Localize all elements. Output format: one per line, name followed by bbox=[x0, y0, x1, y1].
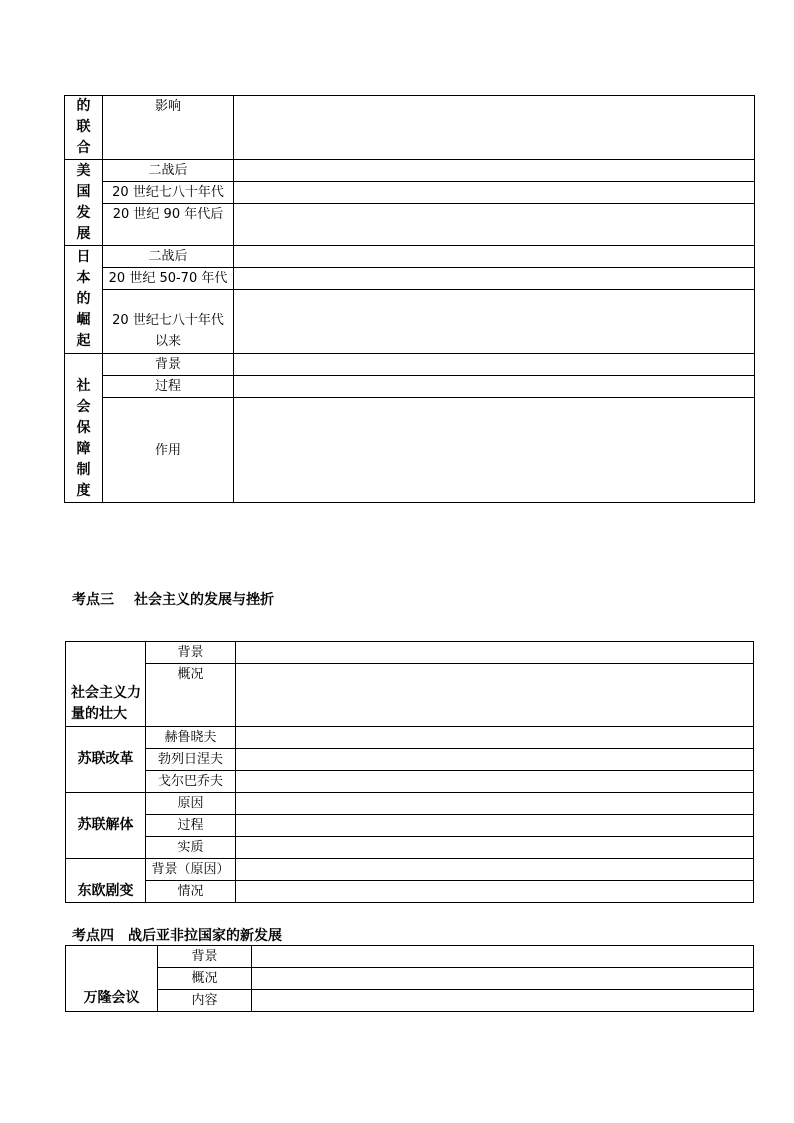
row-label: 原因 bbox=[146, 793, 236, 815]
group-title-eastern-europe: 东欧剧变 bbox=[66, 859, 146, 903]
group-title-soviet-reform: 苏联改革 bbox=[66, 727, 146, 793]
table-row bbox=[66, 990, 754, 1012]
table-postwar-capitalism bbox=[64, 95, 755, 503]
row-label: 过程 bbox=[146, 815, 236, 837]
table-row bbox=[65, 160, 755, 182]
answer-cell[interactable] bbox=[236, 859, 754, 881]
row-label: 20 世纪 90 年代后 bbox=[103, 204, 234, 246]
group-title-soviet-collapse: 苏联解体 bbox=[66, 793, 146, 859]
row-label: 20 世纪七八十年代 bbox=[103, 182, 234, 204]
row-label: 背景 bbox=[158, 946, 252, 968]
row-label: 戈尔巴乔夫 bbox=[146, 771, 236, 793]
group-title-bandung: 万隆会议 bbox=[66, 946, 158, 1012]
group-title-social-security: 社 会 保 障 制 度 bbox=[65, 354, 103, 503]
table-row bbox=[66, 771, 754, 793]
table-row bbox=[66, 664, 754, 727]
answer-cell[interactable] bbox=[252, 946, 754, 968]
table-row bbox=[66, 881, 754, 903]
row-label: 背景（原因） bbox=[146, 859, 236, 881]
answer-cell[interactable] bbox=[236, 837, 754, 859]
table-row bbox=[66, 859, 754, 881]
section-heading-3: 考点三 社会主义的发展与挫折 bbox=[72, 592, 274, 608]
table-row bbox=[66, 837, 754, 859]
row-label: 概况 bbox=[146, 664, 236, 727]
row-label: 过程 bbox=[103, 376, 234, 398]
answer-cell[interactable] bbox=[236, 771, 754, 793]
row-label: 赫鲁晓夫 bbox=[146, 727, 236, 749]
table-row bbox=[65, 182, 755, 204]
group-title-us-development: 美 国 发 展 bbox=[65, 160, 103, 246]
group-title-union: 的 联 合 bbox=[65, 96, 103, 160]
row-label: 内容 bbox=[158, 990, 252, 1012]
table-row bbox=[66, 968, 754, 990]
answer-cell[interactable] bbox=[236, 664, 754, 727]
table-socialism bbox=[65, 641, 754, 903]
table-row bbox=[65, 204, 755, 246]
row-label: 背景 bbox=[146, 642, 236, 664]
row-label: 二战后 bbox=[103, 160, 234, 182]
row-label: 背景 bbox=[103, 354, 234, 376]
table-row bbox=[65, 96, 755, 160]
answer-cell[interactable] bbox=[234, 290, 755, 354]
answer-cell[interactable] bbox=[234, 182, 755, 204]
row-label: 20 世纪 50-70 年代 bbox=[103, 268, 234, 290]
table-row bbox=[66, 946, 754, 968]
table-row bbox=[66, 749, 754, 771]
table-row bbox=[65, 268, 755, 290]
table-row bbox=[66, 642, 754, 664]
answer-cell[interactable] bbox=[236, 793, 754, 815]
table-row bbox=[66, 793, 754, 815]
table-bandung bbox=[65, 945, 754, 1012]
row-label: 实质 bbox=[146, 837, 236, 859]
answer-cell[interactable] bbox=[234, 160, 755, 182]
group-title-japan-rise: 日 本 的 崛 起 bbox=[65, 246, 103, 354]
answer-cell[interactable] bbox=[234, 268, 755, 290]
row-label: 二战后 bbox=[103, 246, 234, 268]
table-row bbox=[66, 815, 754, 837]
table-row bbox=[65, 290, 755, 354]
row-label: 情况 bbox=[146, 881, 236, 903]
table-row bbox=[65, 376, 755, 398]
group-title-socialism-growth: 社会主义力量的壮大 bbox=[66, 642, 146, 727]
answer-cell[interactable] bbox=[236, 749, 754, 771]
answer-cell[interactable] bbox=[236, 815, 754, 837]
answer-cell[interactable] bbox=[234, 376, 755, 398]
answer-cell[interactable] bbox=[252, 990, 754, 1012]
row-label: 概况 bbox=[158, 968, 252, 990]
answer-cell[interactable] bbox=[236, 727, 754, 749]
table-row bbox=[65, 246, 755, 268]
table-row bbox=[65, 398, 755, 503]
table-row bbox=[65, 354, 755, 376]
answer-cell[interactable] bbox=[236, 642, 754, 664]
row-label: 20 世纪七八十年代以来 bbox=[103, 290, 234, 354]
answer-cell[interactable] bbox=[234, 354, 755, 376]
answer-cell[interactable] bbox=[234, 204, 755, 246]
row-label: 勃列日涅夫 bbox=[146, 749, 236, 771]
answer-cell[interactable] bbox=[234, 246, 755, 268]
answer-cell[interactable] bbox=[252, 968, 754, 990]
row-label: 作用 bbox=[103, 398, 234, 503]
row-label: 影响 bbox=[103, 96, 234, 160]
section-heading-4: 考点四 战后亚非拉国家的新发展 bbox=[72, 928, 282, 944]
table-row bbox=[66, 727, 754, 749]
answer-cell[interactable] bbox=[234, 96, 755, 160]
answer-cell[interactable] bbox=[236, 881, 754, 903]
answer-cell[interactable] bbox=[234, 398, 755, 503]
